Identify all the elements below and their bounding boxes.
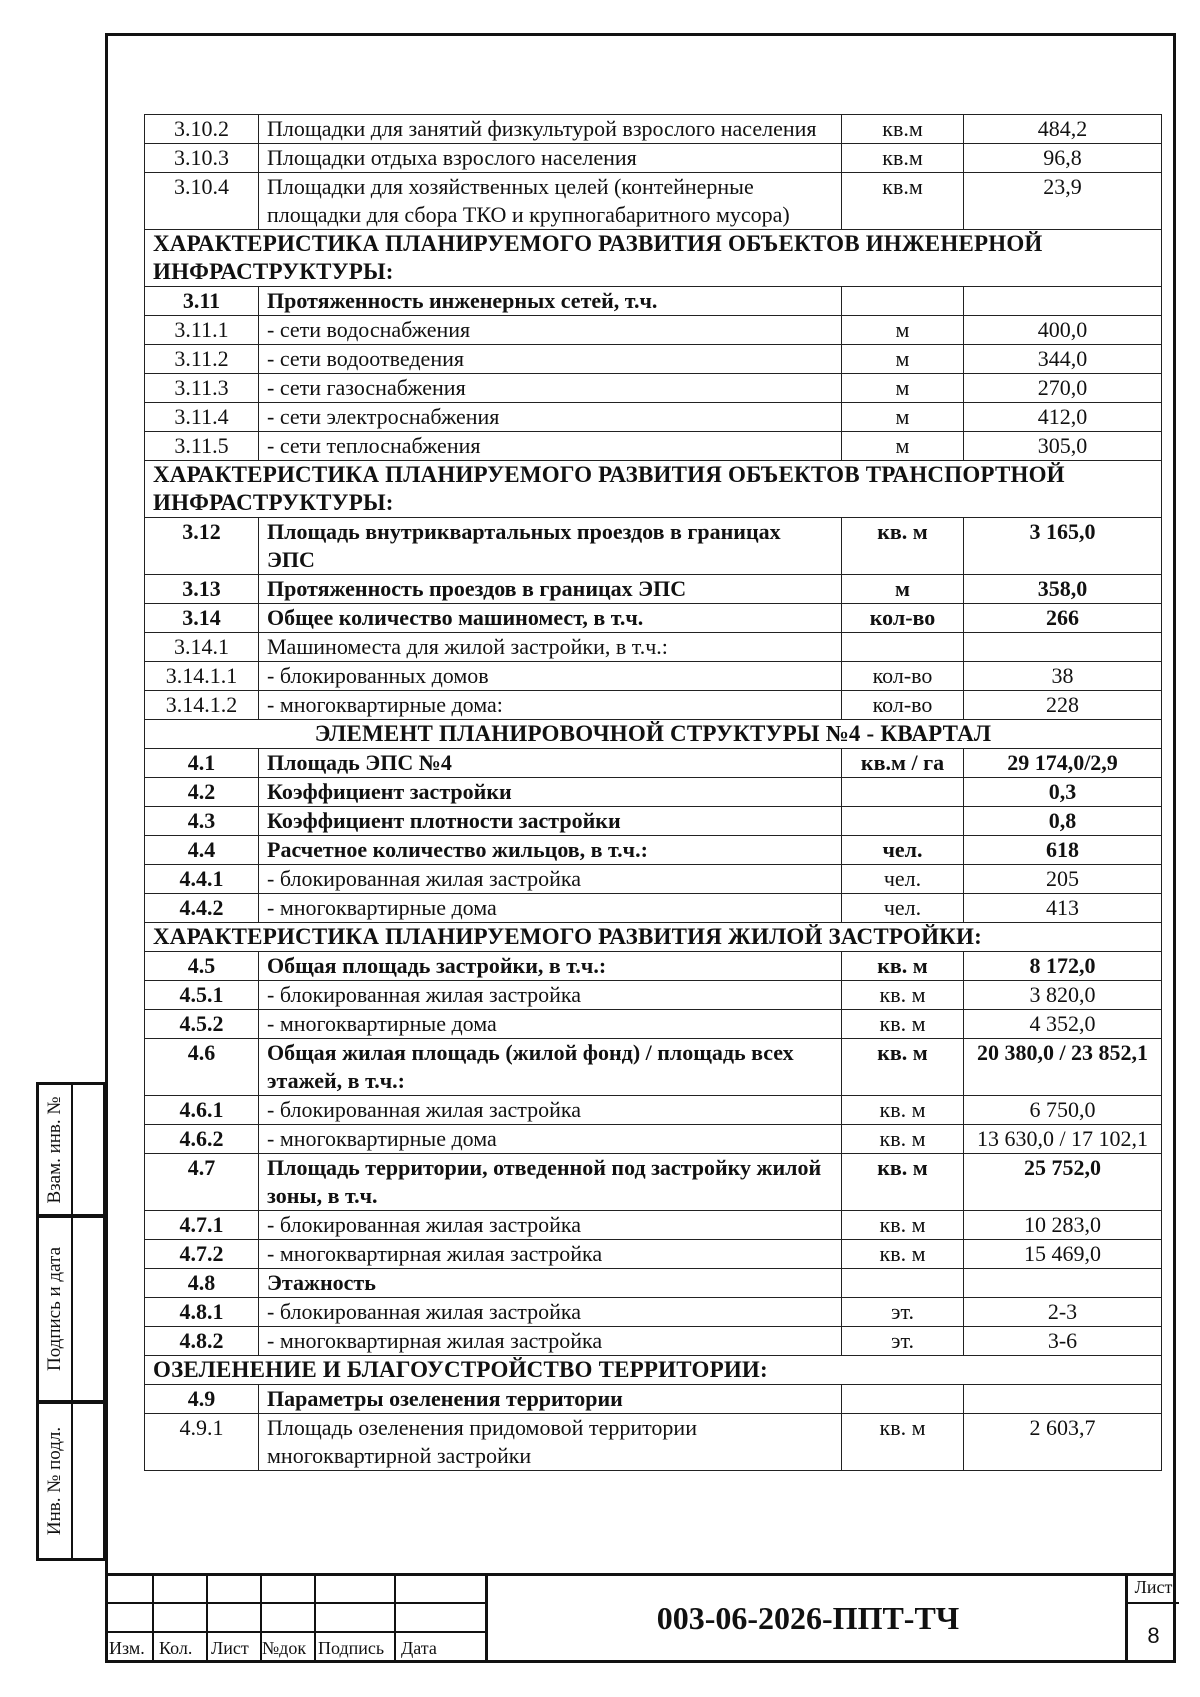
table-row — [145, 1125, 1162, 1154]
row-number: 3.14.1.1 — [145, 662, 259, 691]
table-row — [145, 432, 1162, 461]
row-unit: кв. м — [842, 1240, 964, 1269]
row-name: - блокированная жилая застройка — [259, 865, 842, 894]
table-row — [145, 720, 1162, 749]
table-row — [145, 691, 1162, 720]
row-number: 4.8 — [145, 1269, 259, 1298]
row-unit — [842, 807, 964, 836]
row-value: 25 752,0 — [964, 1154, 1162, 1211]
row-value: 413 — [964, 894, 1162, 923]
row-number: 4.4.2 — [145, 894, 259, 923]
revision-grid — [105, 1573, 485, 1663]
table-row — [145, 1298, 1162, 1327]
row-number: 3.11.5 — [145, 432, 259, 461]
row-name: Общая площадь застройки, в т.ч.: — [259, 952, 842, 981]
row-number: 3.14.1 — [145, 633, 259, 662]
table-row — [145, 923, 1162, 952]
table-row — [145, 1385, 1162, 1414]
hdr-kol: Кол. — [159, 1638, 193, 1658]
table-row — [145, 1039, 1162, 1096]
row-name: - сети водоотведения — [259, 345, 842, 374]
title-block — [105, 1573, 1176, 1663]
row-name: Площадь территории, отведенной под застройку жилой зоны, в т.ч. — [259, 1154, 842, 1211]
row-name: - многоквартирные дома — [259, 1010, 842, 1039]
section-heading: ХАРАКТЕРИСТИКА ПЛАНИРУЕМОГО РАЗВИТИЯ ОБЪЕКТОВ ТРАНСПОРТНОЙ ИНФРАСТРУКТУРЫ: — [145, 461, 1162, 518]
stamp-vzam-inv — [36, 1082, 106, 1217]
row-value — [964, 287, 1162, 316]
row-value — [964, 1269, 1162, 1298]
row-value — [964, 1385, 1162, 1414]
row-unit: кв. м — [842, 952, 964, 981]
row-name: - сети водоснабжения — [259, 316, 842, 345]
sheet-number: 8 — [1147, 1623, 1160, 1648]
row-unit: кв.м — [842, 115, 964, 144]
table-row — [145, 287, 1162, 316]
row-unit: кв.м — [842, 173, 964, 230]
row-unit — [842, 1269, 964, 1298]
table-row — [145, 1154, 1162, 1211]
row-number: 3.14.1.2 — [145, 691, 259, 720]
row-number: 3.13 — [145, 575, 259, 604]
row-name: Общее количество машиномест, в т.ч. — [259, 604, 842, 633]
row-unit: м — [842, 374, 964, 403]
row-name: - блокированная жилая застройка — [259, 981, 842, 1010]
row-unit: м — [842, 345, 964, 374]
row-name: Площадь ЭПС №4 — [259, 749, 842, 778]
row-number: 4.5 — [145, 952, 259, 981]
row-number: 3.10.2 — [145, 115, 259, 144]
row-unit: кол-во — [842, 662, 964, 691]
row-unit: кол-во — [842, 691, 964, 720]
row-unit: чел. — [842, 836, 964, 865]
hdr-ndok: №док — [262, 1638, 307, 1658]
stamp-podpis-label: Подпись и дата — [44, 1246, 65, 1372]
table-row — [145, 374, 1162, 403]
row-name: - блокированная жилая застройка — [259, 1096, 842, 1125]
row-number: 4.7.1 — [145, 1211, 259, 1240]
table-row — [145, 115, 1162, 144]
table-row — [145, 345, 1162, 374]
row-value: 15 469,0 — [964, 1240, 1162, 1269]
row-number: 4.7 — [145, 1154, 259, 1211]
row-name: Коэффициент застройки — [259, 778, 842, 807]
table-row — [145, 807, 1162, 836]
row-unit: кв.м — [842, 144, 964, 173]
row-name: - сети газоснабжения — [259, 374, 842, 403]
table-row — [145, 952, 1162, 981]
table-row — [145, 1269, 1162, 1298]
row-value: 344,0 — [964, 345, 1162, 374]
row-number: 3.11 — [145, 287, 259, 316]
table-row — [145, 1414, 1162, 1471]
row-name: Расчетное количество жильцов, в т.ч.: — [259, 836, 842, 865]
row-value: 13 630,0 / 17 102,1 — [964, 1125, 1162, 1154]
row-name: Коэффициент плотности застройки — [259, 807, 842, 836]
table-row — [145, 173, 1162, 230]
document-code: 003-06-2026-ППТ-ТЧ — [485, 1573, 1128, 1663]
row-number: 4.2 — [145, 778, 259, 807]
row-number: 4.5.2 — [145, 1010, 259, 1039]
row-value: 3-6 — [964, 1327, 1162, 1356]
section-heading: ХАРАКТЕРИСТИКА ПЛАНИРУЕМОГО РАЗВИТИЯ ЖИЛОЙ ЗАСТРОЙКИ: — [145, 923, 1162, 952]
row-number: 3.12 — [145, 518, 259, 575]
table-row — [145, 749, 1162, 778]
row-number: 4.8.2 — [145, 1327, 259, 1356]
row-unit — [842, 778, 964, 807]
row-unit: кв.м / га — [842, 749, 964, 778]
row-value: 20 380,0 / 23 852,1 — [964, 1039, 1162, 1096]
row-unit: кв. м — [842, 1125, 964, 1154]
row-unit: эт. — [842, 1327, 964, 1356]
row-name: Протяженность проездов в границах ЭПС — [259, 575, 842, 604]
row-number: 3.11.1 — [145, 316, 259, 345]
row-unit — [842, 287, 964, 316]
table-row — [145, 461, 1162, 518]
row-number: 4.4.1 — [145, 865, 259, 894]
parameters-table — [144, 114, 1162, 1471]
row-name: - сети теплоснабжения — [259, 432, 842, 461]
table-row — [145, 144, 1162, 173]
row-number: 4.6.1 — [145, 1096, 259, 1125]
row-value: 2 603,7 — [964, 1414, 1162, 1471]
row-value: 3 165,0 — [964, 518, 1162, 575]
sheet-label: Лист — [1128, 1577, 1179, 1604]
row-unit: м — [842, 316, 964, 345]
row-value: 228 — [964, 691, 1162, 720]
row-name: - многоквартирная жилая застройка — [259, 1240, 842, 1269]
row-unit: кв. м — [842, 1211, 964, 1240]
row-unit: кв. м — [842, 1010, 964, 1039]
table-row — [145, 604, 1162, 633]
row-number: 4.8.1 — [145, 1298, 259, 1327]
row-number: 4.3 — [145, 807, 259, 836]
table-row — [145, 778, 1162, 807]
row-name: Площадки отдыха взрослого населения — [259, 144, 842, 173]
row-number: 4.9 — [145, 1385, 259, 1414]
row-number: 4.7.2 — [145, 1240, 259, 1269]
row-value: 6 750,0 — [964, 1096, 1162, 1125]
row-number: 4.1 — [145, 749, 259, 778]
row-unit: кв. м — [842, 1414, 964, 1471]
row-value: 96,8 — [964, 144, 1162, 173]
row-unit: кв. м — [842, 981, 964, 1010]
stamp-inv-podl-label: Инв. № подл. — [44, 1426, 65, 1536]
row-value: 205 — [964, 865, 1162, 894]
table-row — [145, 662, 1162, 691]
table-row — [145, 1240, 1162, 1269]
row-name: - многоквартирная жилая застройка — [259, 1327, 842, 1356]
row-value: 8 172,0 — [964, 952, 1162, 981]
row-unit: кв. м — [842, 1039, 964, 1096]
row-name: Площадки для занятий физкультурой взрослого населения — [259, 115, 842, 144]
row-name: Площадь озеленения придомовой территории многоквартирной застройки — [259, 1414, 842, 1471]
table-row — [145, 403, 1162, 432]
row-name: - многоквартирные дома — [259, 894, 842, 923]
row-value: 0,3 — [964, 778, 1162, 807]
row-name: Этажность — [259, 1269, 842, 1298]
section-heading: ОЗЕЛЕНЕНИЕ И БЛАГОУСТРОЙСТВО ТЕРРИТОРИИ: — [145, 1356, 1162, 1385]
table-row — [145, 1010, 1162, 1039]
table-row — [145, 1356, 1162, 1385]
stamp-podpis-data — [36, 1215, 106, 1403]
row-value: 4 352,0 — [964, 1010, 1162, 1039]
row-name: Площадки для хозяйственных целей (контейнерные площадки для сбора ТКО и крупногабаритного мусора) — [259, 173, 842, 230]
row-value: 400,0 — [964, 316, 1162, 345]
row-number: 3.14 — [145, 604, 259, 633]
row-name: - блокированная жилая застройка — [259, 1298, 842, 1327]
row-unit: кол-во — [842, 604, 964, 633]
row-value: 305,0 — [964, 432, 1162, 461]
row-name: Протяженность инженерных сетей, т.ч. — [259, 287, 842, 316]
row-value: 412,0 — [964, 403, 1162, 432]
row-unit: кв. м — [842, 1154, 964, 1211]
table-row — [145, 1327, 1162, 1356]
row-value: 3 820,0 — [964, 981, 1162, 1010]
row-name: - многоквартирные дома — [259, 1125, 842, 1154]
row-value: 29 174,0/2,9 — [964, 749, 1162, 778]
table-row — [145, 518, 1162, 575]
table-row — [145, 1096, 1162, 1125]
row-unit — [842, 633, 964, 662]
row-name: - блокированная жилая застройка — [259, 1211, 842, 1240]
row-value: 266 — [964, 604, 1162, 633]
row-value: 10 283,0 — [964, 1211, 1162, 1240]
row-unit — [842, 1385, 964, 1414]
row-unit: чел. — [842, 894, 964, 923]
row-unit: кв. м — [842, 1096, 964, 1125]
row-number: 4.4 — [145, 836, 259, 865]
row-name: - многоквартирные дома: — [259, 691, 842, 720]
row-number: 3.10.4 — [145, 173, 259, 230]
row-name: Общая жилая площадь (жилой фонд) / площадь всех этажей, в т.ч.: — [259, 1039, 842, 1096]
row-name: Площадь внутриквартальных проездов в границах ЭПС — [259, 518, 842, 575]
row-number: 4.6.2 — [145, 1125, 259, 1154]
table-row — [145, 1211, 1162, 1240]
row-name: - блокированных домов — [259, 662, 842, 691]
row-value: 270,0 — [964, 374, 1162, 403]
section-heading: ХАРАКТЕРИСТИКА ПЛАНИРУЕМОГО РАЗВИТИЯ ОБЪЕКТОВ ИНЖЕНЕРНОЙ ИНФРАСТРУКТУРЫ: — [145, 230, 1162, 287]
table-row — [145, 316, 1162, 345]
row-unit: эт. — [842, 1298, 964, 1327]
row-number: 3.11.4 — [145, 403, 259, 432]
stamp-inv-podl — [36, 1401, 106, 1561]
row-unit: м — [842, 432, 964, 461]
hdr-list: Лист — [211, 1638, 249, 1658]
stamp-vzam-inv-label: Взам. инв. № — [44, 1095, 65, 1204]
row-number: 3.10.3 — [145, 144, 259, 173]
row-value: 0,8 — [964, 807, 1162, 836]
table-row — [145, 981, 1162, 1010]
row-number: 4.9.1 — [145, 1414, 259, 1471]
row-value: 484,2 — [964, 115, 1162, 144]
section-heading: ЭЛЕМЕНТ ПЛАНИРОВОЧНОЙ СТРУКТУРЫ №4 - КВАРТАЛ — [145, 720, 1162, 749]
row-name: Параметры озеленения территории — [259, 1385, 842, 1414]
table-row — [145, 894, 1162, 923]
row-value — [964, 633, 1162, 662]
hdr-podpis: Подпись — [318, 1638, 385, 1658]
row-number: 4.5.1 — [145, 981, 259, 1010]
row-name: - сети электроснабжения — [259, 403, 842, 432]
row-value: 358,0 — [964, 575, 1162, 604]
row-number: 4.6 — [145, 1039, 259, 1096]
row-value: 618 — [964, 836, 1162, 865]
sheet-box — [1125, 1573, 1179, 1663]
row-unit: м — [842, 403, 964, 432]
hdr-data: Дата — [401, 1638, 437, 1658]
row-value: 23,9 — [964, 173, 1162, 230]
row-unit: м — [842, 575, 964, 604]
row-name: Машиноместа для жилой застройки, в т.ч.: — [259, 633, 842, 662]
row-number: 3.11.2 — [145, 345, 259, 374]
table-row — [145, 633, 1162, 662]
table-row — [145, 836, 1162, 865]
hdr-izm: Изм. — [109, 1638, 145, 1658]
row-value: 2-3 — [964, 1298, 1162, 1327]
table-row — [145, 230, 1162, 287]
row-unit: чел. — [842, 865, 964, 894]
row-value: 38 — [964, 662, 1162, 691]
table-row — [145, 575, 1162, 604]
table-row — [145, 865, 1162, 894]
row-number: 3.11.3 — [145, 374, 259, 403]
row-unit: кв. м — [842, 518, 964, 575]
